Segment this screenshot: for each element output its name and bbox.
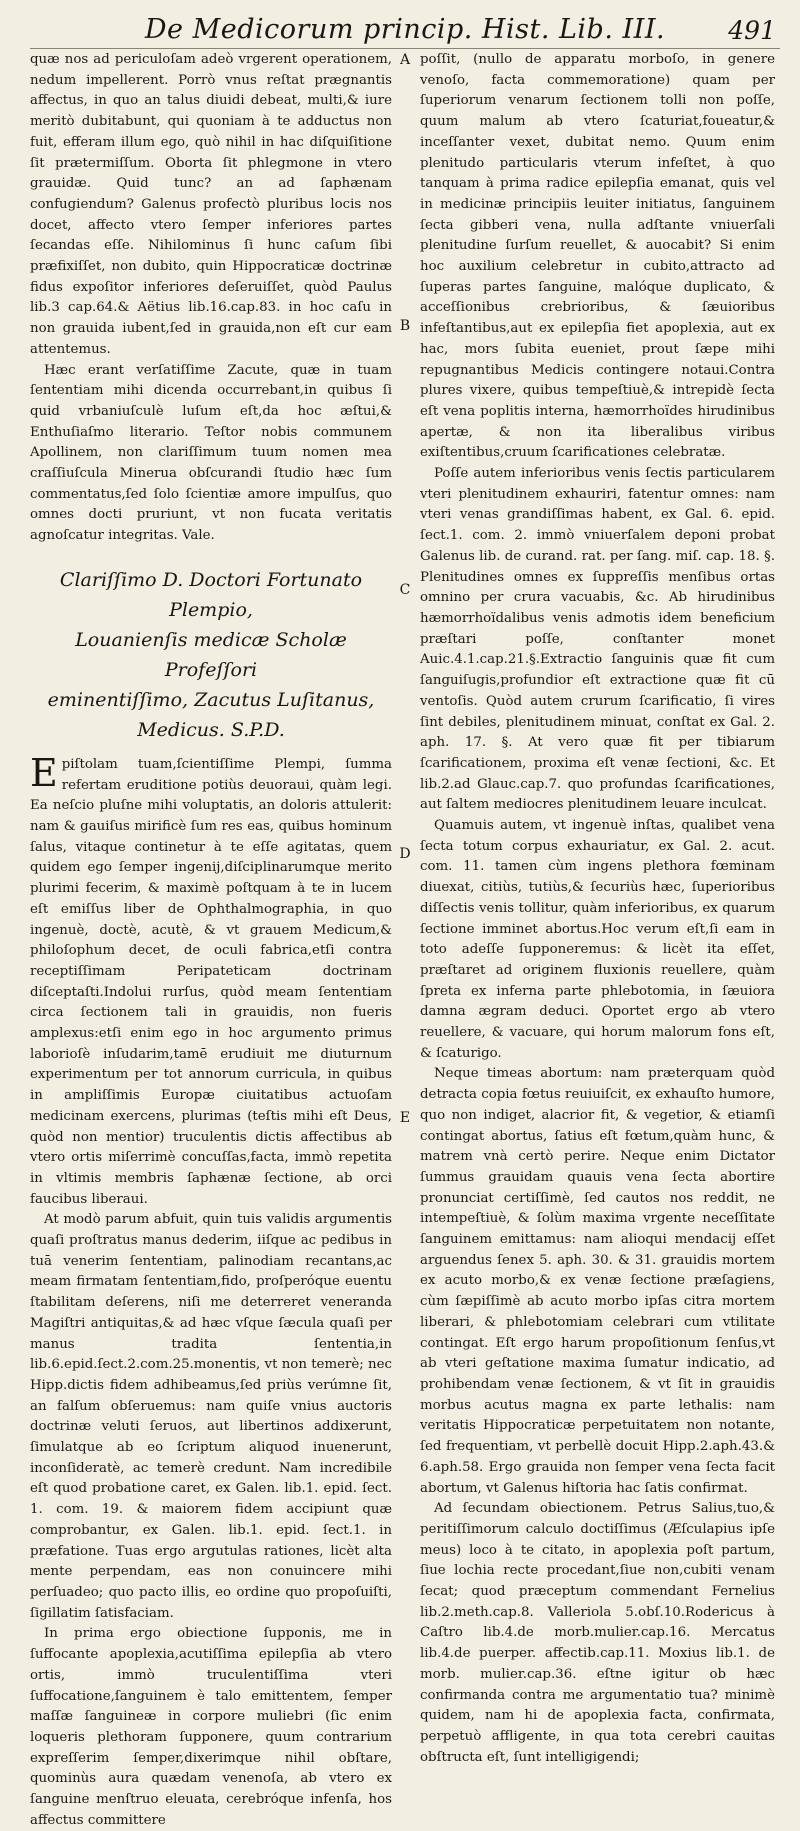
margin-letter-e: E (399, 1110, 411, 1126)
right-column (420, 50, 775, 1765)
address-line: Medicus. S.P.D. (137, 718, 285, 741)
address-line: Louanienſis medicæ Scholæ Profeſſori (75, 628, 347, 681)
margin-letter-c: C (399, 582, 411, 598)
left-column (30, 50, 392, 1828)
address-line: Clariſſimo D. Doctori Fortunato Plempio, (59, 568, 363, 621)
left-paragraph-dropcap: Epiſtolam tuam,ſcientiſſime Plempi, ſumma refertam eruditione potiùs deuoraui, quàm legi. Ea neſcio pluſne mihi voluptatis, an doloris attulerit: nam & gauiſus mirificè ſum res eas, quibus hominum ſalus, vitaque continetur à te eſſe agitatas, quem quidem ego ſemper ingenij,diſciplinarumque merito plurimi fecerim, & maximè poſtquam à te in lucem eſt emiſſus liber de Ophthalmographia, in quo ingenuè, doctè, acutè, & vt grauem Medicum,& philoſophum decet, de oculi fabrica,etſi contra receptiſſimam Peripateticam doctrinam diſceptaſti.Indolui rurſus, quòd meam ſententiam circa ſectionem tali in grauidis, non fueris amplexus:etſi enim ego in hoc argumento primus laborioſè inſudarim,tamē erudiuit me diuturnum experimentum per tot annorum curricula, in quibus in ampliſſimis Europæ ciuitatibus actuoſam medicinam exercens, plurimas (teſtis mihi eſt Deus, quòd non mentior) truculentis dictis affectibus ab vtero ortis miſerrimè concuſſas,facta, immò repetita in vltimis membris ſaphænæ ſectione, ab orci faucibus liberaui. (30, 750, 392, 1207)
margin-letter-d: D (399, 846, 411, 862)
left-paragraph: Hæc erant verſatiſſime Zacute, quæ in tuam ſententiam mihi dicenda occurrebant,in quibus ſi quid vrbaniuſculè luſum eſt,da hoc æſtui,& Enthuſiaſmo literario. Teſtor nobis communem Apollinem, non clariſſimum tuum nomen mea craſſiuſcula Minerua obſcurandi ſtudio hæc ſum commentatus,ſed ſolo ſcientiæ amore impulſus, quo omnes docti pruriunt, vt non fucata veritatis agnoſcatur integritas. Vale. (30, 362, 392, 544)
address-line: eminentiſſimo, Zacutus Luſitanus, (47, 688, 375, 711)
margin-letter-a: A (399, 52, 411, 68)
running-header (30, 14, 780, 49)
page-number: 491 (728, 16, 776, 45)
left-paragraph: In prima ergo obiectione ſupponis, me in ſuffocante apoplexia,acutiſſima epilepſia ab vtero ortis, immò truculentiſſima vteri ſuffocatione,ſanguinem è talo emittentem, ſemper maſſæ ſanguineæ in corpore muliebri (ſic enim loqueris plethoram ſupponere, quum contrarium expreſſerim ſemper,dixerimque nihil obſtare, quominùs aura quædam venenoſa, ab vtero ex ſanguine menſtruo eleuata, cerebróque infenſa, hos affectus committere (30, 1626, 392, 1828)
margin-letter-b: B (399, 318, 411, 334)
running-title: De Medicorum princip. Hist. Lib. III. (144, 14, 666, 45)
right-paragraph: poſſit, (nullo de apparatu morboſo, in genere venoſo, facta commemoratione) quam per ſuperiorum venarum ſectionem tolli non poſſe, quum malum ab vtero ſcaturiat,foueatur,& inceſſanter vexet, dubitat nemo. Quum enim plenitudo particularis vterum infeſtet, à quo tanquam à prima radice epilepſia emanat, quis vel in medicinæ principiis leuiter initiatus, ſanguinem ſecta gibberi vena, nulla adſtante vniuerſali plenitudine ſurſum reuellet, & auocabit? Si enim hoc auxilium celebretur in cubito,attracto ad ſuperas partes ſanguine, malóque duplicato, & acceſſionibus crebrioribus, & ſæuioribus infeſtantibus,aut ex epilepſia fiet apoplexia, aut ex hac, mors ſubita eueniet, prout ſæpe mihi repugnantibus Medicis contingere notaui.Contra plures vixere, quibus tempeſtiuè,& intrepidè ſecta eſt vena poplitis interna, hæmorrhoïdes hirudinibus apertæ, & non ita liberalibus viribus exiſtentibus,cruum ſcarificationes celebratæ. (420, 52, 775, 461)
right-paragraph: Quamuis autem, vt ingenuè inſtas, qualibet vena ſecta totum corpus exhauriatur, ex Gal. 2. acut. com. 11. tamen cùm ingens plethora fœminam diuexat, citiùs, tutiùs,& ſecuriùs hæc, ſuperioribus diſſectis venis tollitur, quàm inferioribus, ex quarum ſectione imminet abortus.Hoc verum eſt,ſi eam in toto adeſſe ſupponeremus: & licèt ita eſſet, præſtaret ad originem fluxionis reuellere, quàm ſpreta ex inferna parte phlebotomia, in ſæuiora damna ægram deduci. Oportet ergo ab vtero reuellere, & vacuare, qui horum malorum fons eſt, & ſcaturigo. (420, 818, 775, 1061)
left-paragraph: At modò parum abfuit, quin tuis validis argumentis quaſi proſtratus manus dederim, iiſque ac pedibus in tuā venerim ſententiam, palinodiam recantans,ac meam firmatam ſententiam,fido, proſperóque euentu ſtabilitam deſerens, niſi me deterreret veneranda Magiſtri antiquitas,& ad hæc vſque ſæcula quaſi per manus tradita ſententia,in lib.6.epid.ſect.2.com.25.monentis, vt non temerè; nec Hipp.dictis fidem adhibeamus,ſed priùs verúmne ſit, an falſum obſeruemus: nam quiſe vnius auctoris doctrinæ veluti ſeruos, aut libertinos addixerunt, ſimulatque ab eo ſcriptum aliquod inuenerunt, inconſideratè, ac temerè credunt. Nam incredibile eſt quod probatione caret, ex Galen. lib.1. epid. ſect. 1. com. 19. & maiorem fidem accipiunt quæ comprobantur, ex Galen. lib.1. epid. ſect.1. in præfatione. Tuas ergo argutulas rationes, licèt alta mente perpendam, eas non conuincere mihi perſuadeo; quo pacto illis, eo ordine quo propoſuiſti, ſigillatim ſatisfaciam. (30, 1212, 392, 1621)
left-paragraph: quæ nos ad periculoſam adeò vrgerent operationem, nedum impellerent. Porrò vnus reſtat prægnantis affectus, in quo an talus diuidi debeat, multi,& iure meritò dubitabunt, qui quoniam à te adductus non fuit, efferam illum ego, quò nihil in hac diſquiſitione ſit prætermiſſum. Oborta ſit phlegmone in vtero grauidæ. Quid tunc? an ad ſaphænam confugiendum? Galenus profectò pluribus locis nos docet, affecto vtero ſemper inferiores partes ſecandas eſſe. Nihilominus ſi hunc caſum ſibi præfixiſſet, non dubito, quin Hippocraticæ doctrinæ fidus expoſitor inferiores deſeruiſſet, quòd Paulus lib.3 cap.64.& Aëtius lib.16.cap.83. in hoc caſu in non grauida iubent,ſed in grauida,non eſt cur eam attentemus. (30, 52, 392, 357)
letter-address (30, 565, 392, 745)
right-paragraph: Poſſe autem inferioribus venis ſectis particularem vteri plenitudinem exhauriri, fatentur omnes: nam vteri venas grandiſſimas habent, ex Gal. 6. epid. ſect.1. com. 2. immò vniuerſalem deponi probat Galenus lib. de curand. rat. per ſang. miſ. cap. 18. §. Plenitudines omnes ex ſuppreſſis menſibus ortas omnino per crura vacuabis, &c. Ab hirudinibus hæmorrhoïdalibus venis admotis idem beneficium præſtari poſſe, conſtanter monet Auic.4.1.cap.21.§.Extractio ſanguinis quæ fit cum ſanguiſugis,profundior eſt extractione quæ fit cū ventoſis. Quòd autem crurum ſcarificatio, ſi vires ſint debiles, plenitudinem minuat, conſtat ex Gal. 2. aph. 17. §. At vero quæ fit per tibiarum ſcarificationem, proxima eſt venæ ſectioni, &c. Et lib.2.ad Glauc.cap.7. quo profundas ſcarificationes, aut ſaltem mediocres plenitudinem leuare inculcat. (420, 466, 775, 813)
right-paragraph: Neque timeas abortum: nam præterquam quòd detracta copia fœtus reuiuiſcit, ex exhauſto humore, quo non indiget, alacrior fit, & vegetior, & etiamſi contingat abortus, ſatius eſt fœtum,quàm hunc, & matrem vnà certò perire. Neque enim Dictator ſummus grauidam quauis vena ſecta abortire pronunciat certiſſimè, ſed cautos nos reddit, ne intempeſtiuè, & ſolùm maxima vrgente neceſſitate ſanguinem emittamus: nam alioqui mendacij eſſet arguendus ſenex 5. aph. 30. & 31. grauidis mortem ex acuto morbo,& ex venæ ſectione præſagiens, cùm ſæpiſſimè ab acuto morbo ipſas citra mortem liberari, & phlebotomiam celebrari cum vtilitate contingat. Eſt ergo harum propoſitionum ſenſus,vt ab vteri geſtatione maxima ſumatur indicatio, ad prohibendam venæ ſectionem, & vt ſit in grauidis morbus acutus magna ex parte lethalis: nam veritatis Hippocraticæ perpetuitatem non notante, ſed frequentiam, vt perbellè docuit Hipp.2.aph.43.& 6.aph.58. Ergo grauida non ſemper vena ſecta facit abortum, vt Galenus hiſtoria hac ſatis confirmat. (420, 1066, 775, 1496)
right-paragraph: Ad ſecundam obiectionem. Petrus Salius,tuo,& peritiſſimorum calculo doctiſſimus (Æſculapius ipſe meus) loco à te citato, in apoplexia poſt partum, ſiue lochia recte procedant,ſiue non,cubiti venam ſecat; quod præceptum commendant Fernelius lib.2.meth.cap.8. Valleriola 5.obſ.10.Rodericus à Caſtro lib.4.de morb.mulier.cap.16. Mercatus lib.4.de puerper. affectib.cap.11. Moxius lib.1. de morb. mulier.cap.36. eſtne igitur ob hæc confirmanda contra me argumentatio tua? minimè quidem, nam hi de apoplexia facta, confirmata, perpetuò affligente, in qua tota cerebri cauitas obſtructa eſt, ſunt intelligigendi; (420, 1501, 775, 1765)
